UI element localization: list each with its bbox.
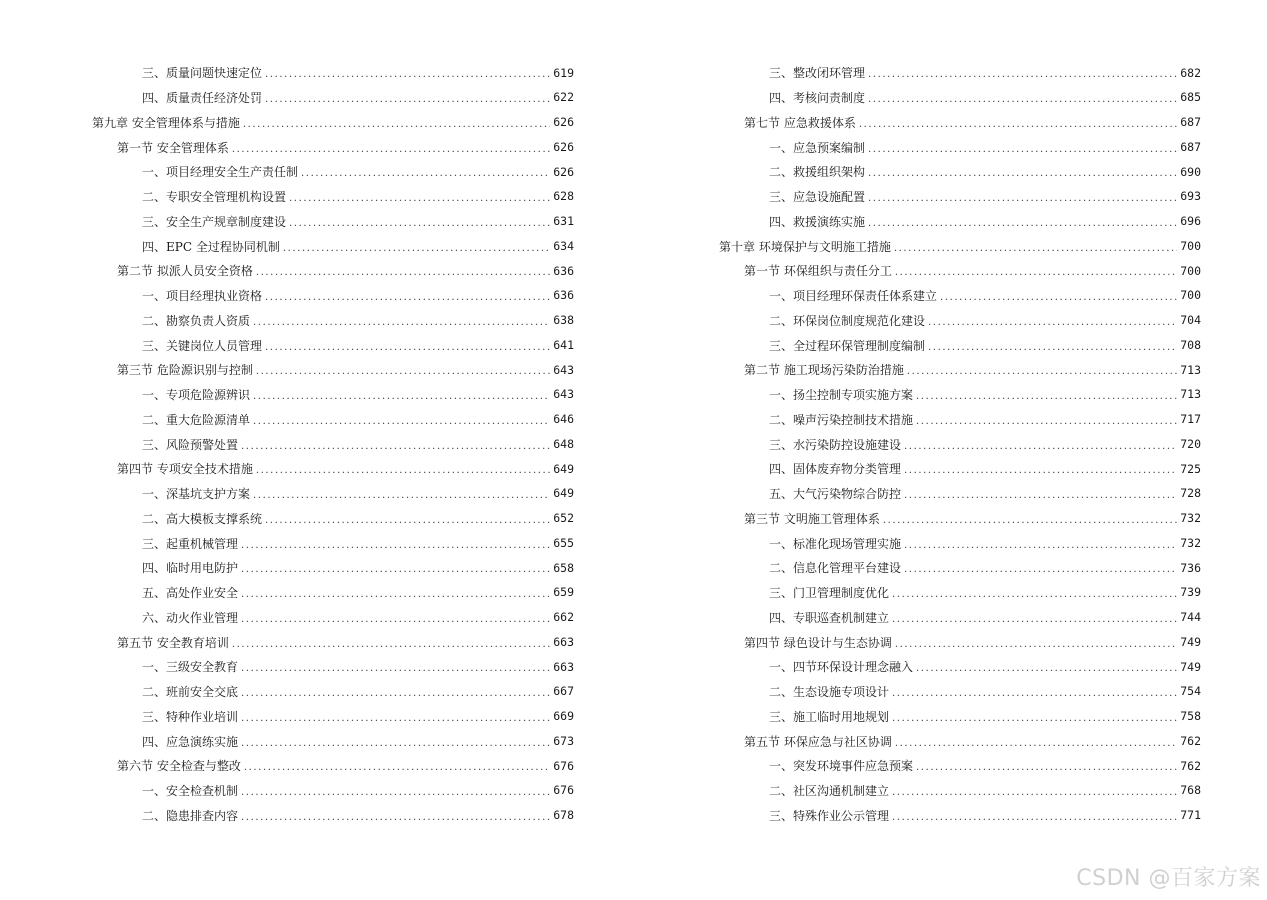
toc-entry-title: 三、施工临时用地规划 bbox=[769, 709, 890, 724]
toc-page-number: 631 bbox=[553, 214, 574, 229]
toc-page-number: 626 bbox=[553, 164, 574, 179]
toc-dot-leader bbox=[253, 417, 550, 427]
toc-page-number: 704 bbox=[1180, 313, 1201, 328]
toc-entry-title: 第一节 安全管理体系 bbox=[117, 140, 229, 155]
toc-page-number: 700 bbox=[1180, 288, 1201, 303]
toc-dot-leader bbox=[265, 343, 550, 353]
toc-page-number: 678 bbox=[553, 808, 574, 823]
toc-subsection-entry[interactable] bbox=[719, 680, 1201, 705]
toc-page-number: 655 bbox=[553, 535, 574, 550]
toc-dot-leader bbox=[256, 268, 550, 278]
toc-page-number: 622 bbox=[553, 90, 574, 105]
toc-entry-title: 一、安全检查机制 bbox=[142, 784, 239, 799]
toc-dot-leader bbox=[241, 565, 550, 575]
toc-left-column bbox=[92, 61, 574, 828]
toc-page-number: 762 bbox=[1180, 733, 1201, 748]
toc-page-number: 667 bbox=[553, 684, 574, 699]
toc-dot-leader bbox=[253, 318, 550, 328]
toc-page-number: 700 bbox=[1180, 238, 1201, 253]
toc-dot-leader bbox=[868, 194, 1177, 204]
toc-page-number: 673 bbox=[553, 733, 574, 748]
toc-subsection-entry[interactable] bbox=[92, 507, 574, 532]
toc-page-number: 732 bbox=[1180, 511, 1201, 526]
toc-entry-title: 三、起重机械管理 bbox=[142, 536, 239, 551]
toc-dot-leader bbox=[904, 466, 1177, 476]
toc-dot-leader bbox=[928, 318, 1177, 328]
toc-subsection-entry[interactable] bbox=[92, 234, 574, 259]
toc-page-number: 749 bbox=[1180, 659, 1201, 674]
toc-entry-title: 四、临时用电防护 bbox=[142, 561, 239, 576]
toc-section-entry[interactable] bbox=[719, 259, 1201, 284]
toc-dot-leader bbox=[241, 689, 550, 699]
toc-entry-title: 五、高处作业安全 bbox=[142, 586, 239, 601]
toc-entry-title: 二、勘察负责人资质 bbox=[142, 313, 251, 328]
toc-subsection-entry[interactable] bbox=[92, 581, 574, 606]
toc-dot-leader bbox=[892, 714, 1177, 724]
toc-dot-leader bbox=[916, 664, 1177, 674]
toc-dot-leader bbox=[883, 516, 1177, 526]
toc-subsection-entry[interactable] bbox=[719, 309, 1201, 334]
toc-dot-leader bbox=[241, 739, 550, 749]
toc-entry-title: 四、专职巡查机制建立 bbox=[769, 610, 890, 625]
toc-dot-leader bbox=[241, 714, 550, 724]
toc-dot-leader bbox=[892, 689, 1177, 699]
toc-dot-leader bbox=[904, 541, 1177, 551]
toc-subsection-entry[interactable] bbox=[92, 309, 574, 334]
toc-dot-leader bbox=[916, 763, 1177, 773]
toc-section-entry[interactable] bbox=[92, 259, 574, 284]
toc-subsection-entry[interactable] bbox=[719, 531, 1201, 556]
toc-page-number: 732 bbox=[1180, 535, 1201, 550]
toc-page-number: 739 bbox=[1180, 585, 1201, 600]
toc-subsection-entry[interactable] bbox=[92, 408, 574, 433]
toc-subsection-entry[interactable] bbox=[719, 581, 1201, 606]
toc-page-number: 626 bbox=[553, 139, 574, 154]
toc-page-number: 643 bbox=[553, 387, 574, 402]
toc-entry-title: 二、班前安全交底 bbox=[142, 685, 239, 700]
toc-dot-leader bbox=[904, 565, 1177, 575]
toc-dot-leader bbox=[895, 268, 1177, 278]
toc-entry-title: 四、应急演练实施 bbox=[142, 734, 239, 749]
toc-entry-title: 一、深基坑支护方案 bbox=[142, 487, 251, 502]
toc-right-column bbox=[719, 61, 1201, 828]
toc-page-number: 687 bbox=[1180, 115, 1201, 130]
toc-section-entry[interactable] bbox=[92, 630, 574, 655]
toc-dot-leader bbox=[301, 169, 550, 179]
toc-subsection-entry[interactable] bbox=[719, 86, 1201, 111]
toc-entry-title: 第十章 环境保护与文明施工措施 bbox=[719, 239, 891, 254]
toc-page-number: 690 bbox=[1180, 164, 1201, 179]
toc-entry-title: 二、社区沟通机制建立 bbox=[769, 784, 890, 799]
toc-entry-title: 第四节 专项安全技术措施 bbox=[117, 462, 253, 477]
toc-entry-title: 二、信息化管理平台建设 bbox=[769, 561, 902, 576]
toc-entry-title: 第九章 安全管理体系与措施 bbox=[92, 115, 240, 130]
toc-chapter-entry[interactable] bbox=[92, 111, 574, 136]
toc-entry-title: 三、安全生产规章制度建设 bbox=[142, 214, 287, 229]
toc-page-number: 717 bbox=[1180, 412, 1201, 427]
toc-subsection-entry[interactable] bbox=[719, 61, 1201, 86]
toc-page-number: 669 bbox=[553, 709, 574, 724]
toc-dot-leader bbox=[895, 640, 1177, 650]
toc-entry-title: 二、高大模板支撑系统 bbox=[142, 511, 263, 526]
toc-subsection-entry[interactable] bbox=[719, 383, 1201, 408]
toc-entry-title: 第五节 安全教育培训 bbox=[117, 635, 229, 650]
toc-entry-title: 三、关键岗位人员管理 bbox=[142, 338, 263, 353]
toc-page-number: 659 bbox=[553, 585, 574, 600]
toc-page-number: 648 bbox=[553, 436, 574, 451]
toc-dot-leader bbox=[241, 664, 550, 674]
toc-entry-title: 第三节 危险源识别与控制 bbox=[117, 363, 253, 378]
toc-entry-title: 三、整改闭环管理 bbox=[769, 66, 866, 81]
toc-dot-leader bbox=[868, 169, 1177, 179]
toc-dot-leader bbox=[895, 739, 1177, 749]
toc-dot-leader bbox=[868, 95, 1177, 105]
toc-dot-leader bbox=[892, 788, 1177, 798]
toc-page-number: 646 bbox=[553, 412, 574, 427]
toc-page-number: 736 bbox=[1180, 560, 1201, 575]
toc-page-number: 636 bbox=[553, 263, 574, 278]
toc-entry-title: 三、质量问题快速定位 bbox=[142, 66, 263, 81]
toc-subsection-entry[interactable] bbox=[92, 705, 574, 730]
toc-page-number: 762 bbox=[1180, 758, 1201, 773]
toc-dot-leader bbox=[243, 120, 550, 130]
toc-dot-leader bbox=[868, 219, 1177, 229]
toc-entry-title: 二、隐患排查内容 bbox=[142, 808, 239, 823]
toc-dot-leader bbox=[244, 763, 550, 773]
toc-page-number: 663 bbox=[553, 659, 574, 674]
toc-subsection-entry[interactable] bbox=[92, 482, 574, 507]
toc-entry-title: 一、标准化现场管理实施 bbox=[769, 536, 902, 551]
toc-chapter-entry[interactable] bbox=[719, 234, 1201, 259]
toc-dot-leader bbox=[907, 367, 1177, 377]
toc-page-number: 708 bbox=[1180, 337, 1201, 352]
toc-entry-title: 第三节 文明施工管理体系 bbox=[744, 511, 880, 526]
toc-dot-leader bbox=[868, 70, 1177, 80]
toc-page-number: 638 bbox=[553, 313, 574, 328]
toc-entry-title: 四、救援演练实施 bbox=[769, 214, 866, 229]
toc-dot-leader bbox=[868, 145, 1177, 155]
toc-page-number: 663 bbox=[553, 634, 574, 649]
toc-page-number: 720 bbox=[1180, 436, 1201, 451]
toc-subsection-entry[interactable] bbox=[92, 86, 574, 111]
toc-page-number: 749 bbox=[1180, 634, 1201, 649]
toc-page-number: 758 bbox=[1180, 709, 1201, 724]
toc-page-number: 634 bbox=[553, 238, 574, 253]
toc-dot-leader bbox=[892, 590, 1177, 600]
toc-entry-title: 三、风险预警处置 bbox=[142, 437, 239, 452]
toc-section-entry[interactable] bbox=[719, 630, 1201, 655]
toc-page-number: 643 bbox=[553, 362, 574, 377]
toc-section-entry[interactable] bbox=[719, 507, 1201, 532]
toc-subsection-entry[interactable] bbox=[92, 804, 574, 829]
toc-dot-leader bbox=[916, 392, 1177, 402]
toc-page-number: 676 bbox=[553, 783, 574, 798]
toc-entry-title: 六、动火作业管理 bbox=[142, 610, 239, 625]
toc-entry-title: 四、EPC 全过程协同机制 bbox=[142, 239, 280, 254]
toc-page-number: 713 bbox=[1180, 362, 1201, 377]
toc-dot-leader bbox=[283, 244, 550, 254]
toc-entry-title: 第二节 拟派人员安全资格 bbox=[117, 264, 253, 279]
toc-dot-leader bbox=[859, 120, 1177, 130]
toc-entry-title: 二、生态设施专项设计 bbox=[769, 685, 890, 700]
toc-page-number: 662 bbox=[553, 610, 574, 625]
toc-entry-title: 一、扬尘控制专项实施方案 bbox=[769, 388, 914, 403]
toc-section-entry[interactable] bbox=[92, 358, 574, 383]
toc-entry-title: 第五节 环保应急与社区协调 bbox=[744, 734, 892, 749]
toc-section-entry[interactable] bbox=[719, 111, 1201, 136]
toc-subsection-entry[interactable] bbox=[92, 432, 574, 457]
toc-page-number: 649 bbox=[553, 486, 574, 501]
toc-entry-title: 三、水污染防控设施建设 bbox=[769, 437, 902, 452]
toc-dot-leader bbox=[241, 590, 550, 600]
toc-dot-leader bbox=[241, 442, 550, 452]
toc-entry-title: 三、门卫管理制度优化 bbox=[769, 586, 890, 601]
toc-page-number: 676 bbox=[553, 758, 574, 773]
toc-dot-leader bbox=[253, 392, 550, 402]
toc-dot-leader bbox=[904, 491, 1177, 501]
toc-subsection-entry[interactable] bbox=[719, 705, 1201, 730]
toc-subsection-entry[interactable] bbox=[719, 333, 1201, 358]
toc-dot-leader bbox=[232, 640, 550, 650]
toc-dot-leader bbox=[892, 615, 1177, 625]
toc-subsection-entry[interactable] bbox=[719, 606, 1201, 631]
toc-subsection-entry[interactable] bbox=[719, 408, 1201, 433]
toc-entry-title: 二、环保岗位制度规范化建设 bbox=[769, 313, 926, 328]
toc-entry-title: 二、噪声污染控制技术措施 bbox=[769, 412, 914, 427]
toc-page-number: 682 bbox=[1180, 65, 1201, 80]
csdn-watermark: CSDN @百家方案 bbox=[1076, 866, 1261, 891]
toc-dot-leader bbox=[289, 219, 550, 229]
toc-section-entry[interactable] bbox=[719, 358, 1201, 383]
toc-entry-title: 一、突发环境事件应急预案 bbox=[769, 759, 914, 774]
toc-page-number: 768 bbox=[1180, 783, 1201, 798]
toc-subsection-entry[interactable] bbox=[719, 779, 1201, 804]
toc-page-number: 685 bbox=[1180, 90, 1201, 105]
toc-subsection-entry[interactable] bbox=[92, 160, 574, 185]
toc-page-number: 693 bbox=[1180, 189, 1201, 204]
toc-page-number: 754 bbox=[1180, 684, 1201, 699]
toc-dot-leader bbox=[241, 813, 550, 823]
toc-entry-title: 一、应急预案编制 bbox=[769, 140, 866, 155]
toc-page-number: 713 bbox=[1180, 387, 1201, 402]
toc-subsection-entry[interactable] bbox=[719, 210, 1201, 235]
toc-dot-leader bbox=[256, 466, 550, 476]
toc-entry-title: 一、项目经理安全生产责任制 bbox=[142, 165, 299, 180]
toc-subsection-entry[interactable] bbox=[92, 655, 574, 680]
toc-subsection-entry[interactable] bbox=[719, 432, 1201, 457]
toc-entry-title: 四、考核问责制度 bbox=[769, 91, 866, 106]
toc-entry-title: 一、专项危险源辨识 bbox=[142, 388, 251, 403]
toc-subsection-entry[interactable] bbox=[719, 655, 1201, 680]
toc-entry-title: 二、重大危险源清单 bbox=[142, 412, 251, 427]
toc-page-number: 652 bbox=[553, 511, 574, 526]
toc-page-number: 696 bbox=[1180, 214, 1201, 229]
toc-subsection-entry[interactable] bbox=[92, 284, 574, 309]
toc-entry-title: 三、应急设施配置 bbox=[769, 190, 866, 205]
toc-subsection-entry[interactable] bbox=[92, 729, 574, 754]
toc-subsection-entry[interactable] bbox=[92, 333, 574, 358]
toc-page-number: 619 bbox=[553, 65, 574, 80]
toc-entry-title: 二、专职安全管理机构设置 bbox=[142, 190, 287, 205]
toc-entry-title: 四、固体废弃物分类管理 bbox=[769, 462, 902, 477]
toc-dot-leader bbox=[904, 442, 1177, 452]
toc-dot-leader bbox=[894, 244, 1177, 254]
toc-page-number: 771 bbox=[1180, 808, 1201, 823]
toc-dot-leader bbox=[241, 615, 550, 625]
toc-section-entry[interactable] bbox=[92, 135, 574, 160]
toc-entry-title: 四、质量责任经济处罚 bbox=[142, 91, 263, 106]
toc-subsection-entry[interactable] bbox=[92, 556, 574, 581]
toc-subsection-entry[interactable] bbox=[719, 457, 1201, 482]
toc-entry-title: 三、特种作业培训 bbox=[142, 709, 239, 724]
toc-entry-title: 第一节 环保组织与责任分工 bbox=[744, 264, 892, 279]
toc-subsection-entry[interactable] bbox=[719, 754, 1201, 779]
toc-subsection-entry[interactable] bbox=[92, 185, 574, 210]
toc-subsection-entry[interactable] bbox=[92, 680, 574, 705]
toc-dot-leader bbox=[256, 367, 550, 377]
toc-dot-leader bbox=[265, 293, 550, 303]
toc-dot-leader bbox=[928, 343, 1177, 353]
toc-subsection-entry[interactable] bbox=[92, 779, 574, 804]
toc-subsection-entry[interactable] bbox=[92, 61, 574, 86]
toc-section-entry[interactable] bbox=[92, 754, 574, 779]
toc-page-number: 649 bbox=[553, 461, 574, 476]
toc-subsection-entry[interactable] bbox=[719, 185, 1201, 210]
toc-entry-title: 一、三级安全教育 bbox=[142, 660, 239, 675]
toc-section-entry[interactable] bbox=[719, 729, 1201, 754]
toc-dot-leader bbox=[241, 788, 550, 798]
toc-dot-leader bbox=[253, 491, 550, 501]
toc-subsection-entry[interactable] bbox=[92, 210, 574, 235]
toc-entry-title: 第四节 绿色设计与生态协调 bbox=[744, 635, 892, 650]
toc-subsection-entry[interactable] bbox=[719, 804, 1201, 829]
toc-page-number: 700 bbox=[1180, 263, 1201, 278]
toc-subsection-entry[interactable] bbox=[719, 482, 1201, 507]
toc-subsection-entry[interactable] bbox=[719, 160, 1201, 185]
toc-section-entry[interactable] bbox=[92, 457, 574, 482]
toc-subsection-entry[interactable] bbox=[719, 284, 1201, 309]
toc-entry-title: 第二节 施工现场污染防治措施 bbox=[744, 363, 904, 378]
toc-entry-title: 一、项目经理环保责任体系建立 bbox=[769, 289, 938, 304]
toc-page-number: 658 bbox=[553, 560, 574, 575]
toc-entry-title: 二、救援组织架构 bbox=[769, 165, 866, 180]
toc-entry-title: 第六节 安全检查与整改 bbox=[117, 759, 241, 774]
toc-entry-title: 三、特殊作业公示管理 bbox=[769, 808, 890, 823]
toc-page-number: 636 bbox=[553, 288, 574, 303]
toc-dot-leader bbox=[916, 417, 1177, 427]
toc-page-number: 641 bbox=[553, 337, 574, 352]
toc-page-number: 628 bbox=[553, 189, 574, 204]
toc-entry-title: 一、四节环保设计理念融入 bbox=[769, 660, 914, 675]
toc-entry-title: 五、大气污染物综合防控 bbox=[769, 487, 902, 502]
toc-page-number: 725 bbox=[1180, 461, 1201, 476]
toc-subsection-entry[interactable] bbox=[92, 383, 574, 408]
toc-entry-title: 第七节 应急救援体系 bbox=[744, 115, 856, 130]
toc-entry-title: 三、全过程环保管理制度编制 bbox=[769, 338, 926, 353]
toc-dot-leader bbox=[232, 145, 550, 155]
toc-dot-leader bbox=[265, 70, 550, 80]
toc-page-number: 687 bbox=[1180, 139, 1201, 154]
toc-dot-leader bbox=[265, 95, 550, 105]
toc-dot-leader bbox=[892, 813, 1177, 823]
toc-entry-title: 一、项目经理执业资格 bbox=[142, 289, 263, 304]
toc-page-number: 626 bbox=[553, 115, 574, 130]
toc-page-number: 744 bbox=[1180, 610, 1201, 625]
toc-dot-leader bbox=[241, 541, 550, 551]
toc-dot-leader bbox=[940, 293, 1177, 303]
toc-subsection-entry[interactable] bbox=[92, 606, 574, 631]
toc-page-number: 728 bbox=[1180, 486, 1201, 501]
toc-subsection-entry[interactable] bbox=[719, 135, 1201, 160]
toc-subsection-entry[interactable] bbox=[719, 556, 1201, 581]
toc-subsection-entry[interactable] bbox=[92, 531, 574, 556]
toc-dot-leader bbox=[289, 194, 550, 204]
toc-dot-leader bbox=[265, 516, 550, 526]
